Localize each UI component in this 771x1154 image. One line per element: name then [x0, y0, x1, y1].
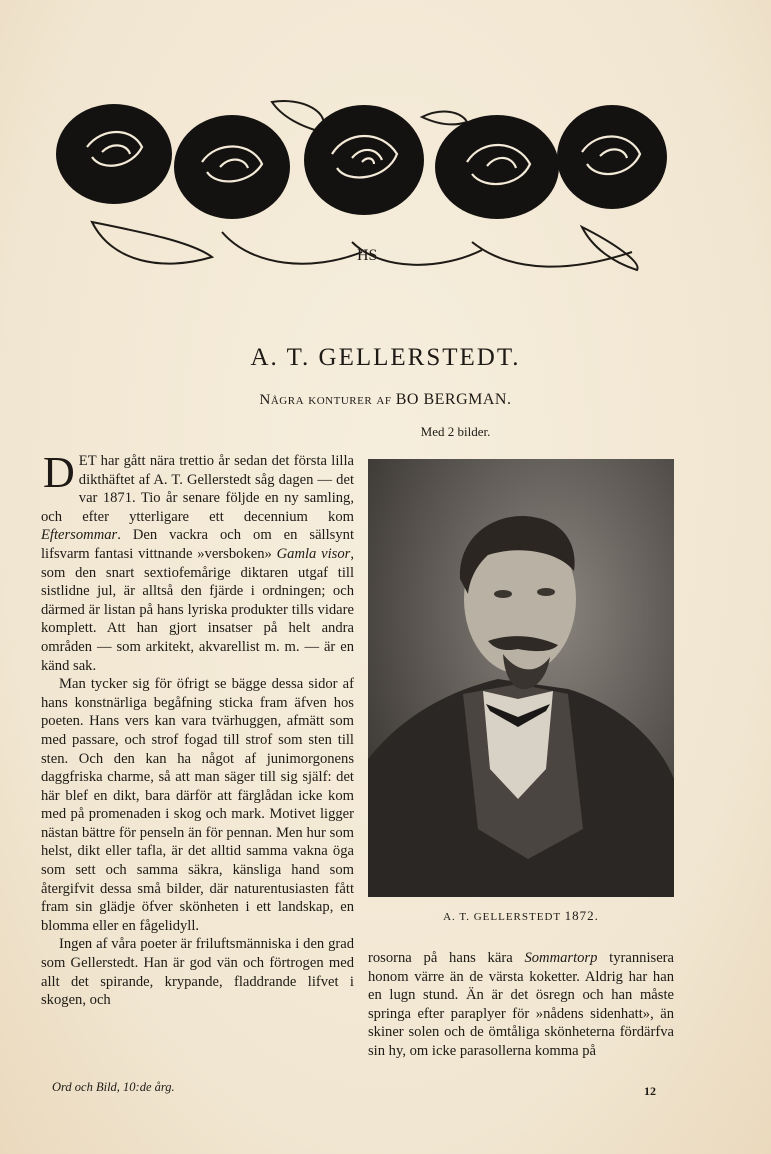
portrait-photo — [368, 459, 674, 897]
images-note: Med 2 bilder. — [420, 424, 491, 439]
rose-garland-ornament — [52, 92, 672, 277]
paragraph-right: rosorna på hans kära Sommartorp tyrannisera honom värre än de värsta koketter. Aldrig har han en lugn stund. Än är det ösregn och han måste springa efter paraplyer för »nådens sidenhatt», än skiner solen och de ömtåliga skönheterna fördärfva sin hy, om icke parasollerna komma på — [368, 950, 675, 1059]
place-title-sommartorp: Sommartorp — [524, 950, 598, 966]
caption-year: 1872. — [564, 908, 599, 923]
drop-cap: D — [43, 448, 75, 497]
left-column — [41, 448, 354, 1010]
caption-name: A. T. GELLERSTEDT — [443, 911, 561, 923]
article-title: A. T. GELLERSTEDT. — [250, 344, 521, 371]
book-title-gamla-visor: Gamla visor — [276, 545, 351, 562]
article-subtitle — [0, 391, 771, 409]
right-column — [368, 949, 674, 1061]
paragraph-2: Man tycker sig för öfrigt se bägge dessa sidor af hans konstnärliga begåfning sticka fram äfven hos poeten. Hans vers kan vara tvärhuggen, afmätt som med passare, och strof fogad till strof som sten till sten. Och den kan ha något af junimorgonens daggfriska charme, så att man säger till sig själf: det här blef en dikt, bara därför att färglådan icke kom med på promenaden i skog och mark. Motivet ligger nästan bättre för penseln än för pennan. Men hur som helst, dikt eller tafla, är det alltid samma vakna öga som sett och samma säkra, känsliga hand som återgifvit dessa små bilder, där naturentusiasten fått fram sin glädje öfver skönheten i ett landskap, en blomma eller en fågelidyll. — [41, 676, 354, 934]
book-title-eftersommar: Eftersommar — [41, 527, 118, 544]
figure-caption — [368, 908, 674, 924]
page-number: 12 — [644, 1084, 656, 1098]
article-author: BO BERGMAN. — [395, 391, 512, 408]
subtitle-prefix: Några konturer af — [259, 392, 392, 408]
journal-footer: Ord och Bild, 10:de årg. — [52, 1080, 175, 1094]
paragraph-3: Ingen af våra poeter är friluftsmänniska i den grad som Gellerstedt. Han är god vän och förtrogen med allt det spirande, krypande, fladdrande lifvet i skogen, och — [41, 936, 354, 1009]
ornament-monogram: HS — [357, 247, 378, 264]
paragraph-1: DET har gått nära trettio år sedan det första lilla dikthäftet af A. T. Gellerstedt såg dagen — det var 1871. Tio år senare följde en ny samling, och efter ytterligare ett decennium kom Eftersommar. Den vackra och om en sällsynt lifsvarm fantasi vittnande »versboken» Gamla visor, som den snart sextiofemårige diktaren utgaf till sistlidne jul, är alltså den fjärde i ordningen; och därmed är listan på hans lyriska produkter tills vidare komplett. Att han gjort insatser på helt andra områden — som arkitekt, akvarellist m. m. — är en känd sak. — [41, 448, 354, 674]
